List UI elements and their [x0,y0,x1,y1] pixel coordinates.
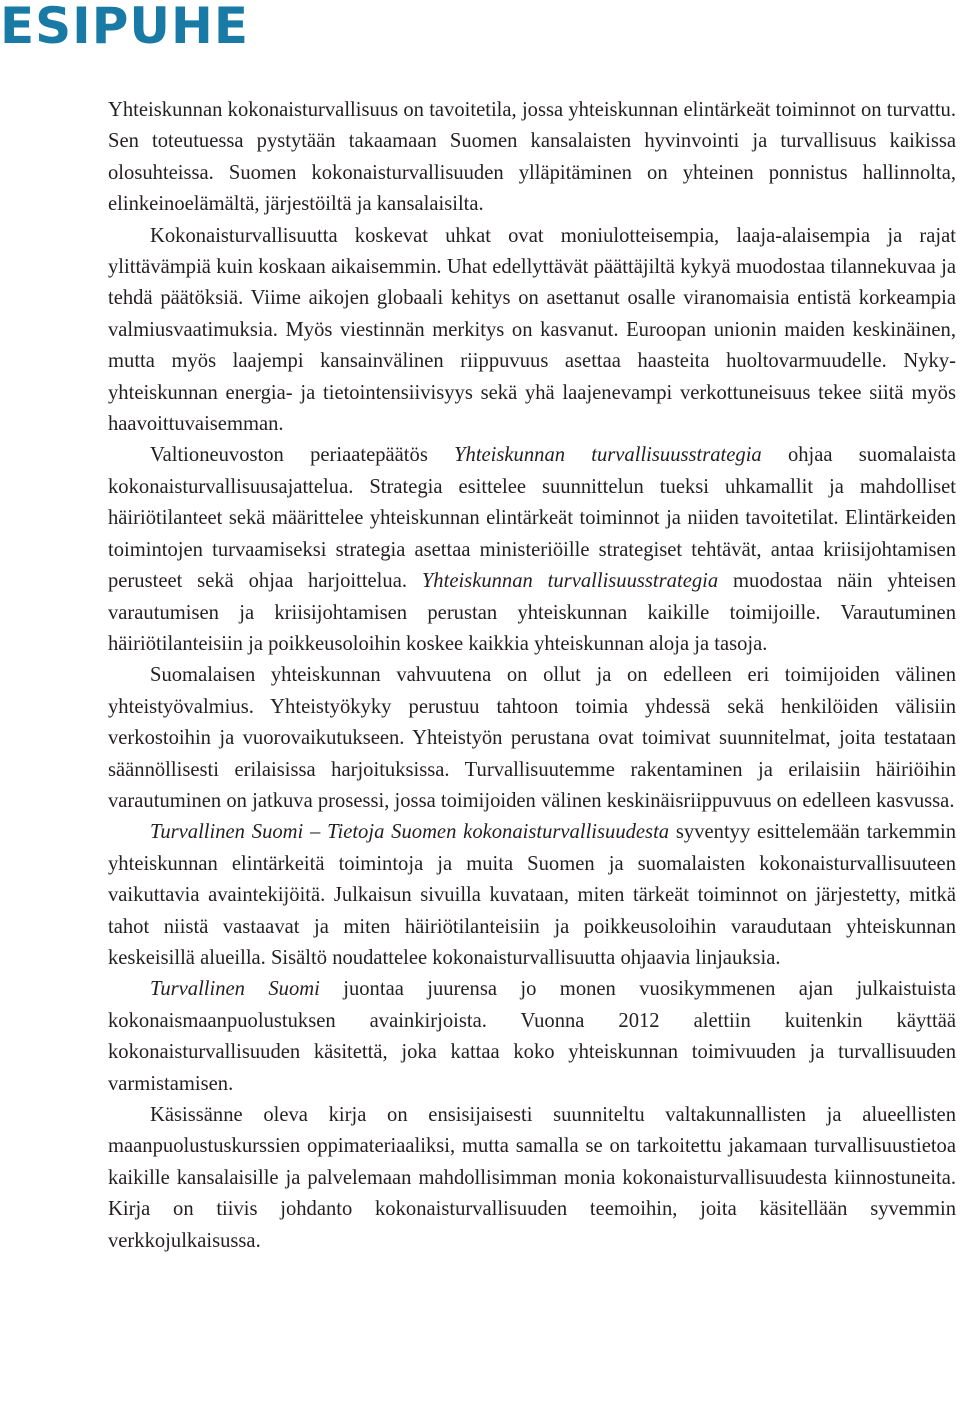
text-segment: ohjaa suomalaista kokonaisturvallisuusajattelua. Strategia esittelee suunnittelun tueksi uhkamallit ja mahdolliset häiriötilanteet sekä määrittelee yhteiskunnan elintärkeät toiminnot ja niiden tavoitetilat. Elintärkeiden toimintojen turvaamiseksi strategia asettaa ministeriöille strategiset tehtävät, antaa kriisijohtamisen perusteet sekä ohjaa harjoittelua. [108,444,956,593]
paragraph [108,95,956,221]
body-text [108,95,956,1257]
publication-title: Turvallinen Suomi [150,978,320,1001]
paragraph [108,221,956,441]
text-segment: muodostaa näin yhteisen varautumisen ja kriisijohtamisen perustan yhteiskunnan kaikille toimijoille. Varautuminen häiriötilanteisiin ja poikkeusoloihin koskee kaikkia yhteiskunnan aloja ja tasoja. [108,570,957,655]
paragraph [108,440,956,660]
text-segment: Kokonaisturvallisuutta koskevat uhkat ovat moniulotteisempia, laaja-alaisempia ja rajat ylittävämpiä kuin koskaan aikaisemmin. Uhat edellyttävät päättäjiltä kykyä muodostaa tilannekuvaa ja tehdä päätöksiä. Viime aikojen globaali kehitys on asettanut osalle viranomaisia entistä korkeampia valmiusvaatimuksia. Myös viestinnän merkitys on kasvanut. Euroopan unionin maiden keskinäinen, mutta myös laajempi kansainvälinen riippuvuus asettaa haasteita huoltovarmuudelle. Nyky-yhteiskunnan energia- ja tietointensiivisyys sekä yhä laajenevampi verkottuneisuus tekee siitä myös haavoittuvaisemman. [108,224,956,436]
page-title: ESIPUHE [0,0,250,55]
text-segment: juontaa juurensa jo monen vuosikymmenen ajan julkaistuista kokonaismaanpuolustuksen avainkirjoista. Vuonna 2012 alettiin kuitenkin käyttää kokonaisturvallisuuden käsitettä, joka kattaa koko yhteiskunnan toimivuuden ja turvallisuuden varmistamisen. [108,978,956,1095]
paragraph [108,974,956,1100]
publication-title: Yhteiskunnan turvallisuusstrategia [421,570,719,593]
paragraph [108,1100,956,1257]
text-segment: Käsissänne oleva kirja on ensisijaisesti suunniteltu valtakunnallisten ja alueellisten maanpuolustuskurssien oppimateriaaliksi, mutta samalla se on tarkoitettu jakamaan turvallisuustietoa kaikille kansalaisille ja palvelemaan mahdollisimman monia kokonaisturvallisuudesta kiinnostuneita. Kirja on tiivis johdanto kokonaisturvallisuuden teemoihin, joita käsitellään syvemmin verkkojulkaisussa. [108,1104,956,1252]
text-segment: Yhteiskunnan kokonaisturvallisuus on tavoitetila, jossa yhteiskunnan elintärkeät toiminnot on turvattu. Sen toteutuessa pystytään takaamaan Suomen kansalaisten hyvinvointi ja turvallisuus kaikissa olosuhteissa. Suomen kokonaisturvallisuuden ylläpitäminen on yhteinen ponnistus hallinnolta, elinkeinoelämältä, järjestöiltä ja kansalaisilta. [108,99,956,216]
text-segment: syventyy esittelemään tarkemmin yhteiskunnan elintärkeitä toimintoja ja muita Suomen ja suomalaisten kokonaisturvallisuuteen vaikuttavia avaintekijöitä. Julkaisun sivuilla kuvataan, miten tärkeät toiminnot on järjestetty, mitkä tahot niistä vastaavat ja miten häiriötilanteisiin ja poikkeusoloihin varaudutaan yhteiskunnan keskeisillä alueilla. Sisältö noudattelee kokonaisturvallisuutta ohjaavia linjauksia. [108,821,956,969]
text-segment: Suomalaisen yhteiskunnan vahvuutena on ollut ja on edelleen eri toimijoiden välinen yhteistyövalmius. Yhteistyökyky perustuu tahtoon toimia yhdessä sekä henkilöiden välisiin verkostoihin ja vuorovaikutukseen. Yhteistyön perustana ovat toimivat suunnitelmat, joita testataan säännöllisesti erilaisissa harjoituksissa. Turvallisuutemme rakentaminen ja erilaisiin häiriöihin varautuminen on jatkuva prosessi, jossa toimijoiden välinen keskinäisriippuvuus on edelleen kasvussa. [108,664,956,812]
publication-title: Turvallinen Suomi – Tietoja Suomen kokonaisturvallisuudesta [150,821,670,844]
paragraph [108,817,956,974]
paragraph [108,660,956,817]
text-segment: Valtioneuvoston periaatepäätös [150,444,455,467]
publication-title: Yhteiskunnan turvallisuusstrategia [454,444,762,467]
